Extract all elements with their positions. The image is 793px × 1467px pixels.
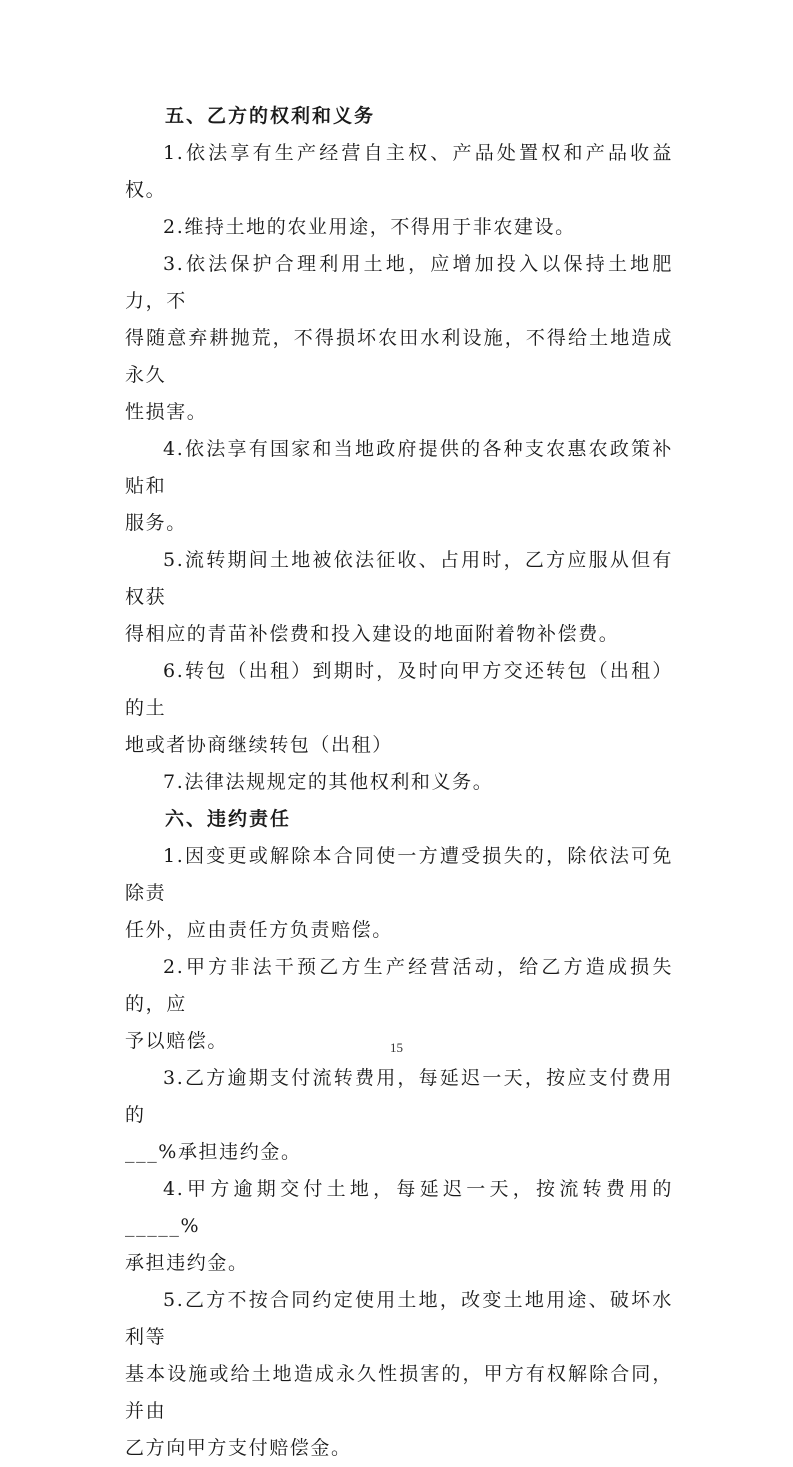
- clause-line: 7.法律法规规定的其他权利和义务。: [163, 771, 494, 793]
- clause-line: 得相应的青苗补偿费和投入建设的地面附着物补偿费。: [125, 623, 620, 645]
- clause-line: 性损害。: [125, 401, 208, 423]
- clause-line: 3.乙方逾期支付流转费用，每延迟一天，按应支付费用的: [125, 1067, 673, 1126]
- clause-line: 2.甲方非法干预乙方生产经营活动，给乙方造成损失的，应: [125, 956, 673, 1015]
- clause-5-2: [125, 209, 673, 246]
- clause-5-7: [125, 764, 673, 801]
- clause-line: 5.乙方不按合同约定使用土地，改变土地用途、破坏水利等: [125, 1289, 673, 1348]
- clause-5-1: [125, 135, 673, 209]
- clause-6-3: [125, 1060, 673, 1171]
- document-body: [125, 98, 673, 1467]
- clause-line: 地或者协商继续转包（出租）: [125, 734, 393, 756]
- clause-5-4: [125, 431, 673, 542]
- clause-line: 承担违约金。: [125, 1252, 249, 1274]
- clause-5-6: [125, 653, 673, 764]
- clause-line: 4.甲方逾期交付土地，每延迟一天，按流转费用的_____%: [125, 1178, 673, 1237]
- clause-line: 得随意弃耕抛荒，不得损坏农田水利设施，不得给土地造成永久: [125, 327, 673, 386]
- clause-line: 3.依法保护合理利用土地，应增加投入以保持土地肥力，不: [125, 253, 673, 312]
- clause-line: ___%承担违约金。: [125, 1141, 302, 1163]
- clause-5-3: [125, 246, 673, 431]
- clause-line: 1.因变更或解除本合同使一方遭受损失的，除依法可免除责: [125, 845, 673, 904]
- clause-6-5: [125, 1282, 673, 1467]
- clause-line: 2.维持土地的农业用途，不得用于非农建设。: [163, 216, 576, 238]
- section-heading-breach-liability: 六、违约责任: [165, 808, 292, 830]
- clause-line: 服务。: [125, 512, 187, 534]
- page-number: 15: [390, 1040, 403, 1055]
- clause-line: 1.依法享有生产经营自主权、产品处置权和产品收益权。: [125, 142, 673, 201]
- clause-line: 6.转包（出租）到期时，及时向甲方交还转包（出租）的土: [125, 660, 673, 719]
- clause-line: 5.流转期间土地被依法征收、占用时，乙方应服从但有权获: [125, 549, 673, 608]
- section-heading-rights-obligations: 五、乙方的权利和义务: [165, 105, 376, 127]
- clause-line: 基本设施或给土地造成永久性损害的，甲方有权解除合同，并由: [125, 1363, 673, 1422]
- clause-5-5: [125, 542, 673, 653]
- clause-line: 任外，应由责任方负责赔偿。: [125, 919, 393, 941]
- clause-6-4: [125, 1171, 673, 1282]
- clause-line: 4.依法享有国家和当地政府提供的各种支农惠农政策补贴和: [125, 438, 673, 497]
- clause-line: 乙方向甲方支付赔偿金。: [125, 1437, 352, 1459]
- clause-line: 予以赔偿。: [125, 1030, 229, 1052]
- clause-6-1: [125, 838, 673, 949]
